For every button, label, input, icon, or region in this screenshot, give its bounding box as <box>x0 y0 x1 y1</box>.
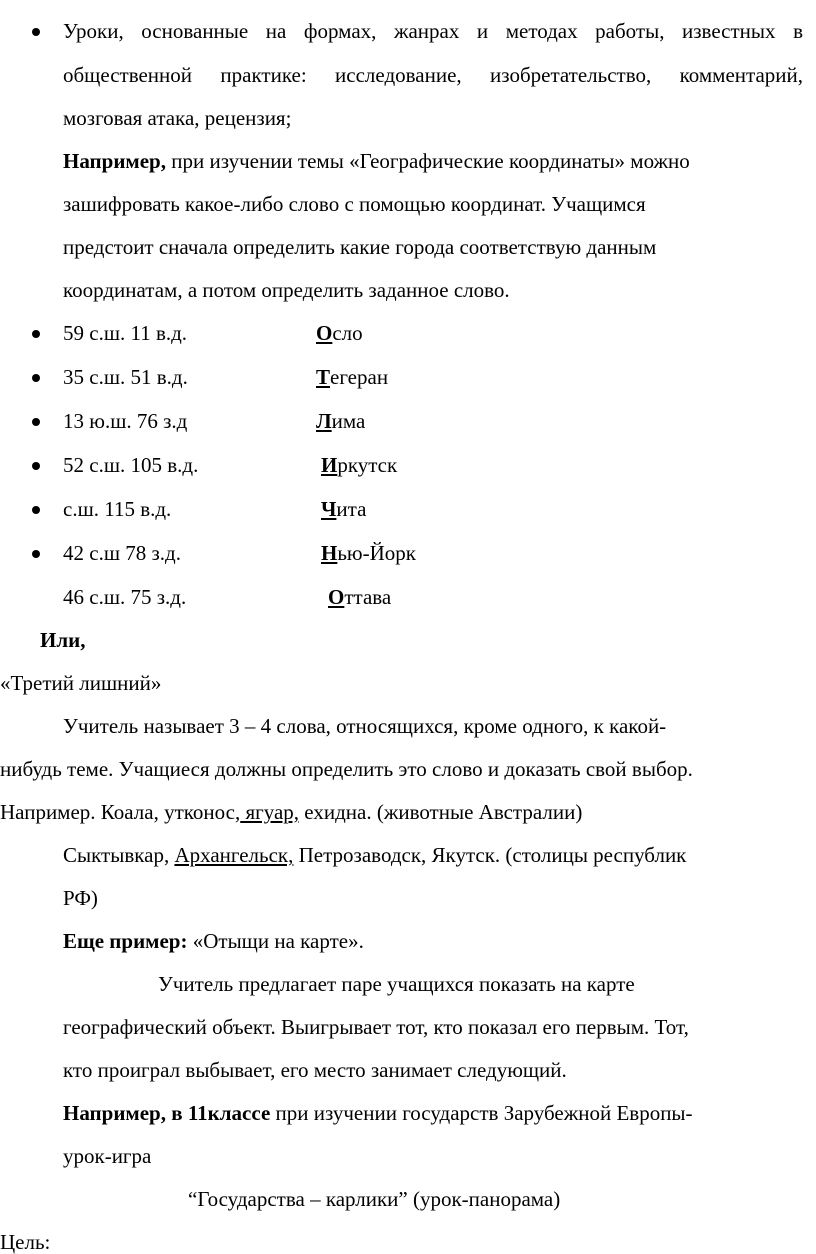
city-item <box>316 321 363 345</box>
coord-item <box>63 365 188 389</box>
bullet-icon <box>32 418 40 426</box>
coord-item <box>63 321 187 345</box>
coord-value: с.ш. 115 в.д. <box>63 497 172 521</box>
coord-value: 59 с.ш. 11 в.д. <box>63 321 188 345</box>
game-line-1: Учитель предлагает паре учащихся показать на карте <box>158 972 635 996</box>
game-line-2: географический объект. Выигрывает тот, кто показал его первым. Тот, <box>63 1015 689 1039</box>
bullet-icon <box>32 330 40 338</box>
grade-line-2: урок-игра <box>63 1144 152 1168</box>
city-letter: Л <box>316 409 332 433</box>
city-item <box>328 585 391 609</box>
intro-line-1: Уроки, основанные на формах, жанрах и методах работы, известных в <box>63 19 803 43</box>
or-label-text: Или, <box>40 628 86 652</box>
city-letter: И <box>321 453 338 477</box>
intro-line-2: общественной практике: исследование, изобретательство, комментарий, <box>63 63 803 87</box>
example1-line-3: предстоит сначала определить какие города соответствую данным <box>63 235 657 259</box>
example1-bold: Например, <box>63 149 166 173</box>
coord-value: 35 с.ш. 51 в.д. <box>63 365 188 389</box>
example-animals-before: Например. Коала, утконос, <box>0 800 241 824</box>
example-animals-underlined: ягуар, <box>240 800 300 824</box>
another-example-bold: Еще пример: <box>63 929 188 953</box>
example-animals-after: ехидна. (животные Австралии) <box>299 800 583 824</box>
city-item <box>316 409 365 433</box>
coord-value: 52 с.ш. 105 в.д. <box>63 453 199 477</box>
city-letter: Т <box>316 365 331 389</box>
example-cities-after: Петрозаводск, Якутск. (столицы республик <box>293 843 687 867</box>
example-cities-underlined: Архангельск, <box>174 843 294 867</box>
coord-value: 46 с.ш. 75 з.д. <box>63 585 187 609</box>
another-example <box>63 929 364 953</box>
example1-line-4: координатам, а потом определить заданное слово. <box>63 278 510 302</box>
example1-line-1 <box>63 149 690 173</box>
grade-bold: Например, в 11классе <box>63 1101 271 1125</box>
example1-line-2: зашифровать какое-либо слово с помощью координат. Учащимся <box>63 192 646 216</box>
city-item <box>321 541 416 565</box>
city-item <box>321 453 397 477</box>
teacher-line-1: Учитель называет 3 – 4 слова, относящихся, кроме одного, к какой- <box>63 714 667 738</box>
city-rest: сло <box>332 321 363 345</box>
bullet-icon <box>32 550 40 558</box>
intro-line-3: мозговая атака, рецензия; <box>63 106 292 130</box>
city-letter: Ч <box>321 497 337 521</box>
city-rest: ью-Йорк <box>337 541 416 565</box>
city-rest: ита <box>336 497 367 521</box>
coord-item <box>63 409 187 433</box>
another-example-rest: «Отыщи на карте». <box>187 929 364 953</box>
grade-rest: при изучении государств Зарубежной Европы- <box>270 1101 693 1125</box>
coord-value: 13 ю.ш. 76 з.д <box>63 409 188 433</box>
bullet-icon <box>32 462 40 470</box>
grade-line-1 <box>63 1101 693 1125</box>
bullet-icon <box>32 506 40 514</box>
bullet-icon <box>32 28 40 36</box>
lesson-title: “Государства – карлики” (урок-панорама) <box>188 1187 561 1211</box>
example-cities <box>63 843 686 867</box>
city-item <box>316 365 388 389</box>
city-rest: ркутск <box>337 453 398 477</box>
teacher-line-2: нибудь теме. Учащиеся должны определить это слово и доказать свой выбор. <box>0 757 693 781</box>
example-animals <box>0 800 582 824</box>
coord-item <box>63 541 181 565</box>
city-item <box>321 497 366 521</box>
coord-item <box>63 585 186 609</box>
coord-value: 42 с.ш 78 з.д. <box>63 541 181 565</box>
city-rest: има <box>331 409 366 433</box>
city-letter: О <box>316 321 333 345</box>
coord-item <box>63 497 171 521</box>
or-label <box>40 628 85 652</box>
example1-rest: при изучении темы «Географические координаты» можно <box>166 149 690 173</box>
city-rest: ттава <box>344 585 392 609</box>
game-line-3: кто проиграл выбывает, его место занимает следующий. <box>63 1058 567 1082</box>
bullet-icon <box>32 374 40 382</box>
example-cities-line-2: РФ) <box>63 886 98 910</box>
city-letter: Н <box>321 541 338 565</box>
city-rest: егеран <box>330 365 389 389</box>
third-extra-title: «Третий лишний» <box>0 671 162 695</box>
city-letter: О <box>328 585 345 609</box>
example-cities-before: Сыктывкар, <box>63 843 175 867</box>
goal-label: Цель: <box>0 1230 51 1254</box>
coord-item <box>63 453 198 477</box>
